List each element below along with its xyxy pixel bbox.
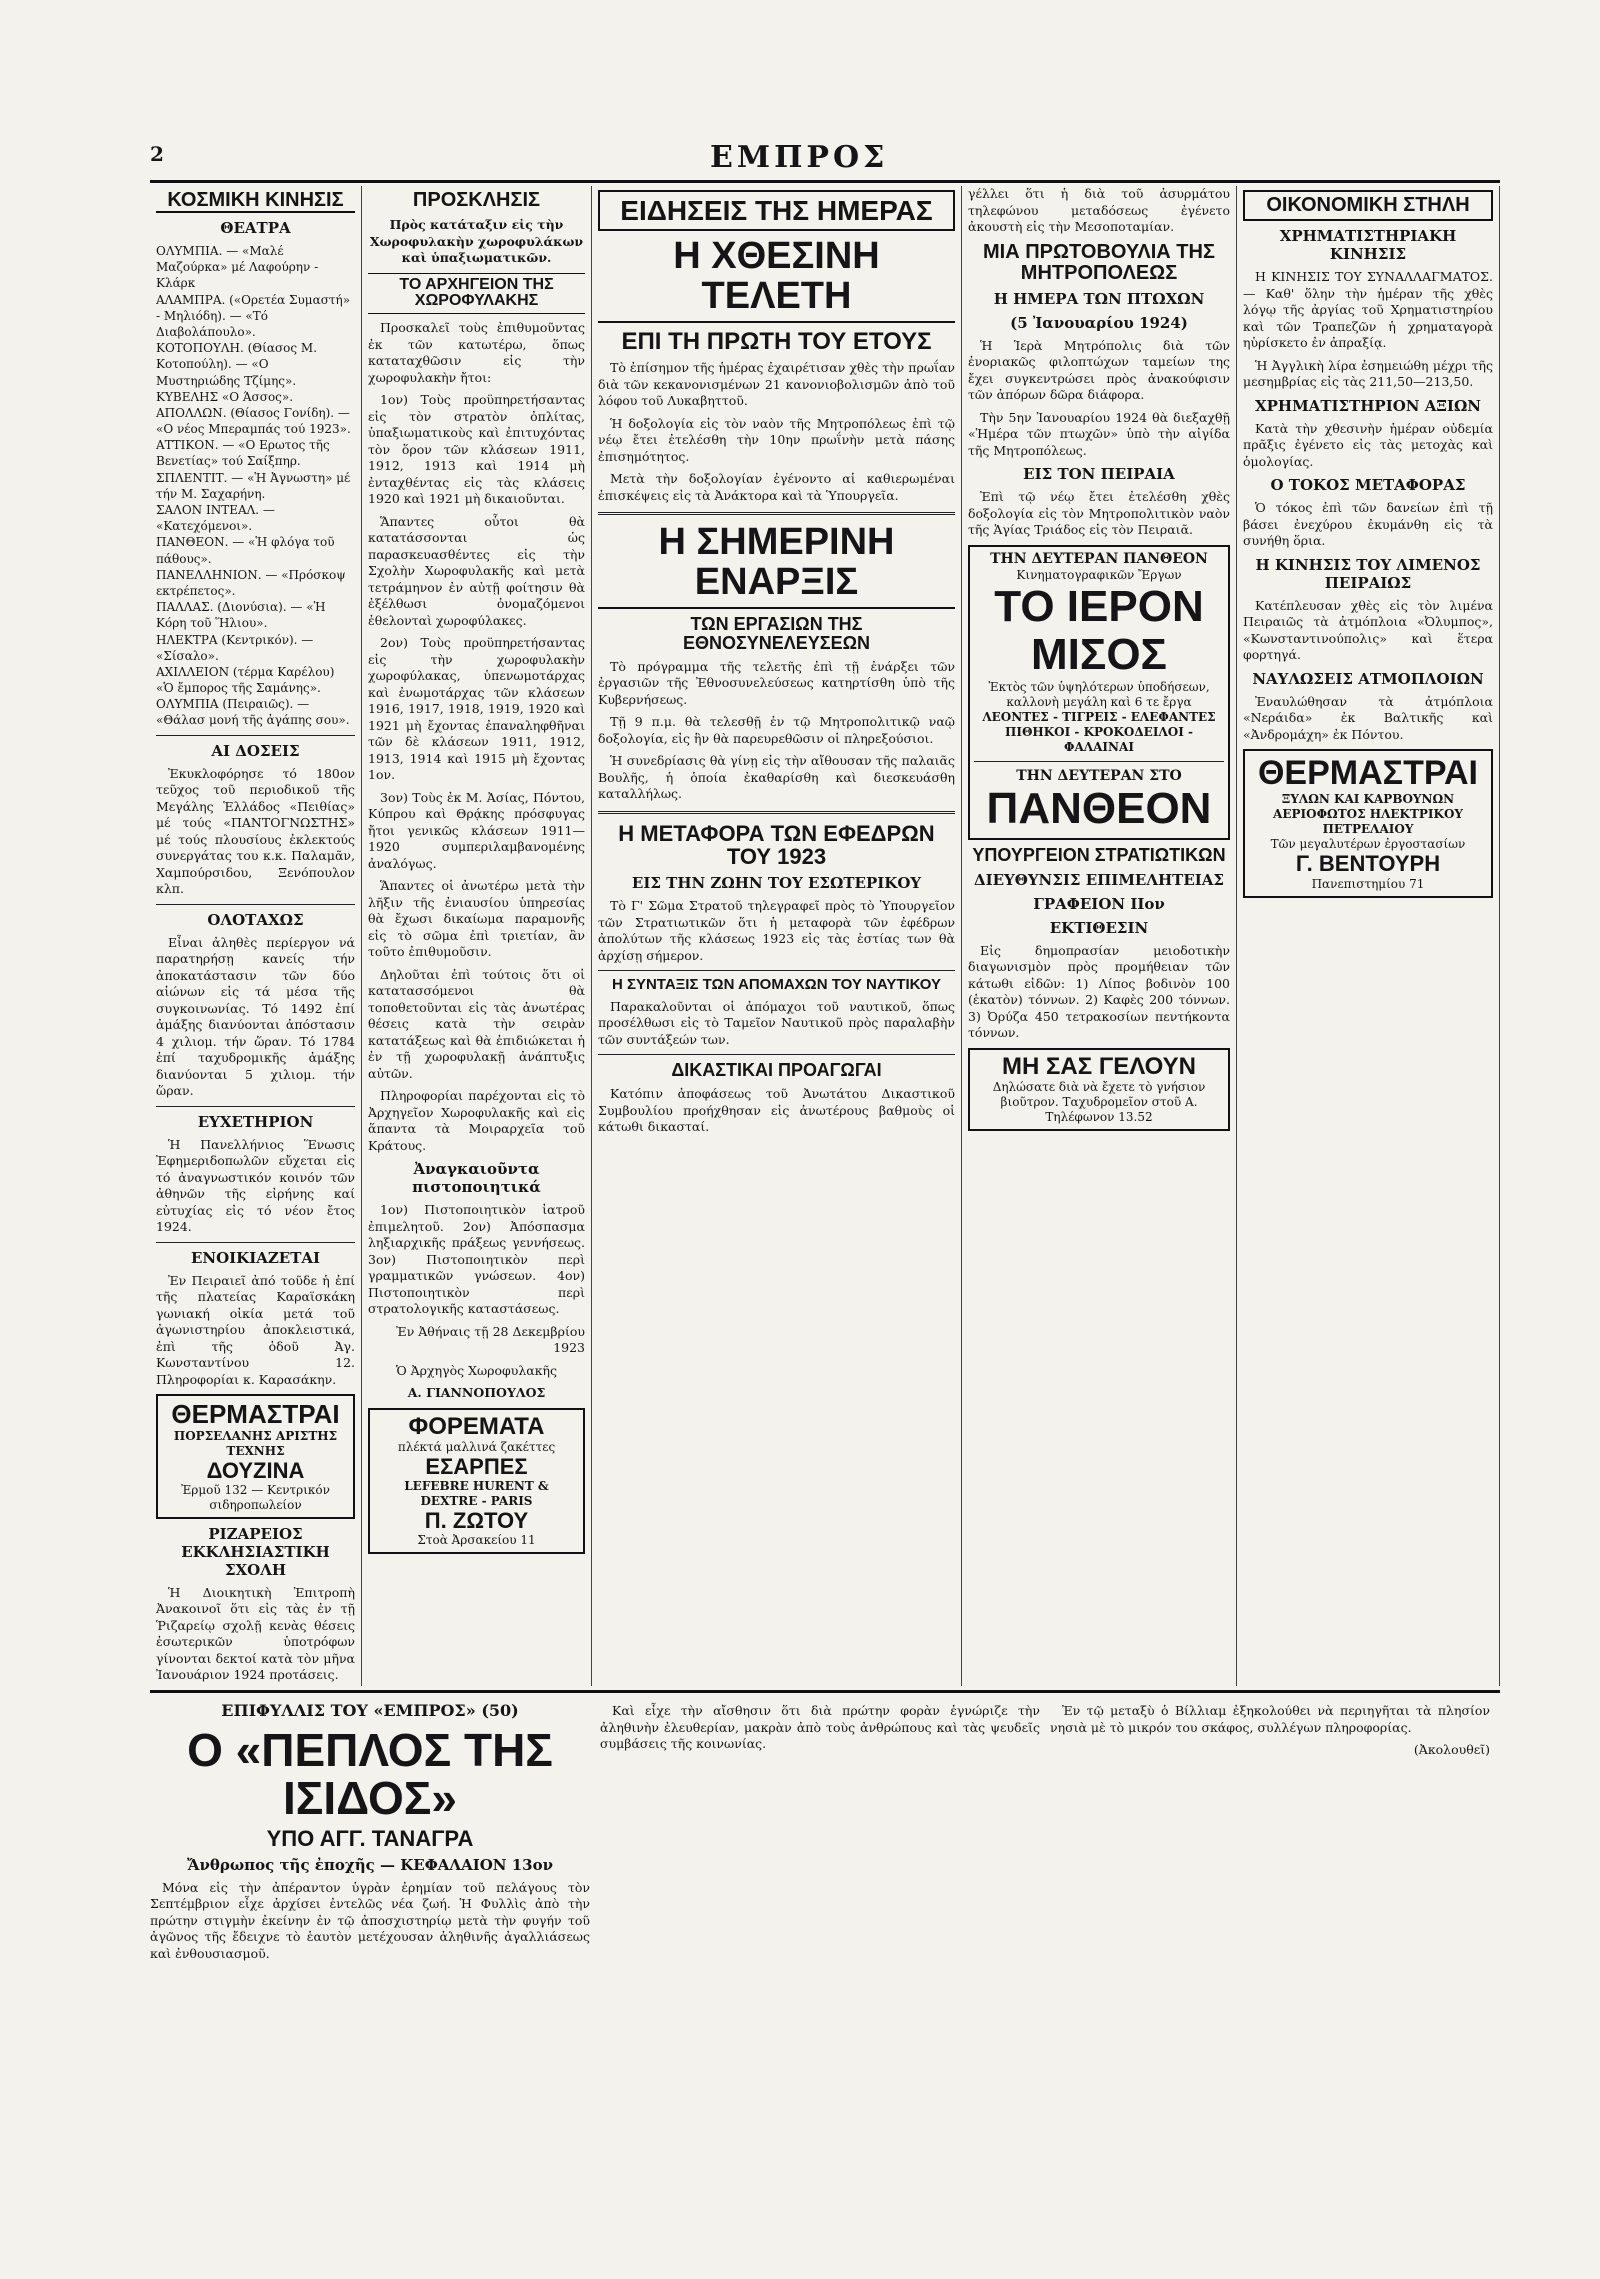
ad-description: Ἐκτὸς τῶν ὑψηλότερων ὑποδήσεων, καλλονὴ μεγάλη καὶ 6 τε ἔργα bbox=[988, 679, 1210, 709]
serial-author: ΥΠΟ ΑΓΓ. ΤΑΝΑΓΡΑ bbox=[266, 1825, 474, 1851]
list-item: ΑΧΙΛΛΕΙΟΝ (τέρμα Καρέλου) «Ὁ ἔμπορος τῆς Σαμάνης». bbox=[156, 664, 335, 696]
headline: Η ΜΕΤΑΦΟΡΑ ΤΩΝ ΕΦΕΔΡΩΝ ΤΟΥ 1923 bbox=[618, 820, 935, 870]
headline: ΥΠΟΥΡΓΕΙΟΝ ΣΤΡΑΤΙΩΤΙΚΩΝ bbox=[972, 844, 1226, 865]
article-text: Προσκαλεῖ τοὺς ἐπιθυμοῦντας ἐκ τῶν κατωτέρω, ὅπως καταταχθῶσιν εἰς τὴν χωροφυλακὴν ἤτοι: bbox=[368, 320, 585, 385]
ad-line: Τῶν μεγαλυτέρων ἐργοστασίων bbox=[1270, 837, 1466, 852]
headline-sub: ΕΚΤΙΘΕΣΙΝ bbox=[1049, 918, 1149, 937]
section-title: ΧΡΗΜΑΤΙΣΤΗΡΙΟΝ ΑΞΙΩΝ bbox=[1254, 396, 1482, 415]
article-text: γέλλει ὅτι ἡ διὰ τοῦ ἀσυρμάτου τηλεφώνου μεταδόσεως ἐγένετο ἀκουστὴ εἰς τὴν Μεσοποταμίαν. bbox=[968, 186, 1230, 234]
article-text: Παρακαλοῦνται οἱ ἀπόμαχοι τοῦ ναυτικοῦ, ὅπως προσέλθωσι εἰς τὸ Ταμεῖον Ναυτικοῦ πρὸς παραλαβὴν τῶν συντάξεών των. bbox=[598, 998, 955, 1047]
divider bbox=[974, 761, 1224, 762]
serial-continued: (Ἀκολουθεῖ) bbox=[1413, 1742, 1490, 1757]
article-text: Ἐναυλώθησαν τὰ ἀτμόπλοια «Νεράιδα» ἐκ Βαλτικῆς καὶ «Ἀνδρομάχη» ἐκ Πόντου. bbox=[1243, 693, 1493, 742]
headline: ΜΙΑ ΠΡΩΤΟΒΟΥΛΙΑ ΤΗΣ ΜΗΤΡΟΠΟΛΕΩΣ bbox=[983, 240, 1215, 284]
article-text: Τὸ Γ' Σῶμα Στρατοῦ τηλεγραφεῖ πρὸς τὸ Ὑπουργεῖον τῶν Στρατιωτικῶν ὅτι ἡ μεταφορὰ τῶν ἐφέδρων ἀπολύτων τῆς κλάσεως 1923 εἰς τὰς ἑστίας των θὰ ἀρχίσῃ σήμερον. bbox=[598, 898, 955, 963]
section-title: ΡΙΖΑΡΕΙΟΣ ΕΚΚΛΗΣΙΑΣΤΙΚΗ ΣΧΟΛΗ bbox=[181, 1524, 330, 1579]
serial-title: Ο «ΠΕΠΛΟΣ ΤΗΣ ΙΣΙΔΟΣ» bbox=[187, 1724, 553, 1825]
column-invitation bbox=[362, 186, 592, 1686]
ad-title: ΤΟ ΙΕΡΟΝ ΜΙΣΟΣ bbox=[994, 582, 1204, 680]
advertisement bbox=[1243, 749, 1493, 898]
section-heading: ΟΙΚΟΝΟΜΙΚΗ ΣΤΗΛΗ bbox=[1243, 190, 1493, 221]
list-item: ΟΛΥΜΠΙΑ (Πειραιῶς). — «Θάλασ μονή τῆς ἀγάπης σου». bbox=[156, 697, 350, 728]
ad-line: Κινηματογραφικῶν Ἔργων bbox=[1016, 568, 1182, 582]
headline-sub: ΓΡΑΦΕΙΟΝ ΙΙον bbox=[1033, 894, 1165, 913]
article-text: Ἡ Πανελλήνιος Ἕνωσις Ἐφημεριδοπωλῶν εὔχεται εἰς τό ἀναγνωστικόν κοινόν τῶν ἀθηνῶν τῆς εἰρήνης καί εὐτυχίας εἰς τό νέον ἔτος 1924. bbox=[156, 1136, 355, 1235]
article-text: Κατέπλευσαν χθὲς εἰς τὸν λιμένα Πειραιῶς τὰ ἀτμόπλοια «Ὀλυμπος», «Κωνσταντινούπολις» καὶ ἕτερα φορτηγά. bbox=[1243, 597, 1493, 662]
ad-brand: ΔΟΥΖΙΝΑ bbox=[206, 1457, 305, 1483]
divider bbox=[598, 512, 955, 515]
divider bbox=[156, 1106, 355, 1107]
serial-chapter: Ἄνθρωπος τῆς ἐποχῆς — ΚΕΦΑΛΑΙΟΝ 13ον bbox=[186, 1855, 554, 1874]
article-text: Η ΚΙΝΗΣΙΣ ΤΟΥ ΣΥΝΑΛΛΑΓΜΑΤΟΣ. — Καθ' ὅλην τὴν ἡμέραν τῆς χθὲς λόγῳ τῆς ἀργίας τοῦ Χρηματιστηρίου καὶ τῶν Τραπεζῶν ἡ χρηματαγορὰ ηὑρίσκετο ἐν ἀπραξίᾳ. bbox=[1243, 269, 1493, 350]
article-text: Ἅπαντες οὗτοι θὰ κατατάσσονται ὡς παρασκευασθέντες εἰς τὴν Σχολὴν Χωροφυλακῆς καὶ μετὰ τετράμηνον ἐν αὐτῇ φοίτησιν θὰ ἐξέλθωσι ὀνομαζόμενοι ἐθελονταὶ χωροφύλακες. bbox=[368, 513, 585, 628]
divider bbox=[598, 1054, 955, 1055]
list-item: ΚΟΤΟΠΟΥΛΗ. (Θίασος Μ. Κοτοπούλη). — «Ο Μυστηριώδης Τζίμης». bbox=[156, 341, 318, 388]
article-text: Ἡ συνεδρίασις θὰ γίνῃ εἰς τὴν αἴθουσαν τῆς παλαιᾶς Βουλῆς, ἡ ὁποία ἐκαθαρίσθη καὶ διεσκευάσθη καταλλήλως. bbox=[598, 753, 955, 802]
theatres-title: ΘΕΑΤΡΑ bbox=[220, 219, 291, 237]
divider bbox=[598, 970, 955, 971]
headline: Η ΣΥΝΤΑΞΙΣ ΤΩΝ ΑΠΟΜΑΧΩΝ ΤΟΥ ΝΑΥΤΙΚΟΥ bbox=[611, 976, 942, 994]
article-text: Ἡ Ἀγγλικὴ λίρα ἐσημειώθη μέχρι τῆς μεσημβρίας εἰς τὰς 211,50—213,50. bbox=[1243, 357, 1493, 389]
advertisement bbox=[156, 1394, 355, 1519]
list-item: ΑΤΤΙΚΟΝ. — «Ο Ερωτος τῆς Βενετίας» τού Σαίξπηρ. bbox=[156, 438, 330, 469]
article-text: Δηλοῦται ἐπὶ τούτοις ὅτι οἱ κατατασσόμενοι θὰ τοποθετοῦνται εἰς τὰς ἀνωτέρας θέσεις κατὰ τὴν σειρὰν κατατάξεως καὶ θὰ ἐπιδιώκεται ἡ ἐν τῇ χωροφυλακῇ ἀνάπτυξις αὐτῶν. bbox=[368, 966, 585, 1081]
article-text: Ἡ Ἱερὰ Μητρόπολις διὰ τῶν ἐνοριακῶς φιλοπτώχων ταμείων της ἔχει συγκεντρώσει πρὸς ἀνακούφισιν τῶν ἀπόρων δῶρα διάφορα. bbox=[968, 337, 1230, 402]
column-news bbox=[592, 186, 962, 1686]
article-text: Εἰς δημοπρασίαν μειοδοτικὴν διαγωνισμὸν πρὸς προμήθειαν τῶν κάτωθι εἰδῶν: 1) Λίπος βοδινὸν 100 (ἑκατὸν) τόννων. 2) Καφὲς 200 τόννων. 3) Ὀρύζα 450 τετρακοσίων πεντήκοντα τόννων. bbox=[968, 942, 1230, 1041]
headline-sub: ΤΩΝ ΕΡΓΑΣΙΩΝ ΤΗΣ ΕΘΝΟΣΥΝΕΛΕΥΣΕΩΝ bbox=[682, 614, 871, 654]
article-text: Μετὰ τὴν δοξολογίαν ἐγένοντο αἱ καθιερωμέναι ἐπισκέψεις εἰς τὰ Ἀνάκτορα καὶ τὰ Ὑπουργεῖα. bbox=[598, 471, 955, 503]
article-text: Ἅπαντες οἱ ἀνωτέρω μετὰ τὴν λῆξιν τῆς ἐνιαυσίου ὑπηρεσίας θὰ ἔχωσι δικαίωμα παραμονῆς εἰς τὸ σῶμα ἐπὶ τριετίαν, ἂν τοῦτο ἐπιθυμοῦσιν. bbox=[368, 878, 585, 960]
ad-name: Γ. ΒΕΝΤΟΥΡΗ bbox=[1295, 851, 1441, 877]
ad-bottom-title: ΠΑΝΘΕΟΝ bbox=[986, 784, 1212, 834]
column-economic bbox=[1237, 186, 1500, 1686]
list-item: ΠΑΛΛΑΣ. (Διονύσια). — «Ἡ Κόρη τοῦ Ἥλιου». bbox=[156, 600, 326, 631]
list-item: ΚΥΒΕΛΗΣ «Ο Άσσος». bbox=[156, 389, 294, 404]
serial-text: Μόνα εἰς τὴν ἀπέραντον ὑγρὰν ἐρημίαν τοῦ πελάγους τὸν Σεπτέμβριον εἶχε ἀρχίσει ἐντελῶς νέα ζωή. Ἡ Φυλλὶς ἀπὸ τὴν πρώτην στιγμὴν ἐκείνην ἐν τῷ ἀποσχιστηρίῳ μετὰ τὴν φυγήν τοῦ ἀγῶνος τῆς ἔδειχνε τὸ ἑαυτὸν μετέχουσαν ἀληθινῆς ἀγαλλιάσεως καὶ ἐνθουσιασμοῦ. bbox=[150, 1879, 590, 1961]
serial-section bbox=[150, 1690, 1500, 2253]
section-title: ΕΙΣ ΤΟΝ ΠΕΙΡΑΙΑ bbox=[1023, 465, 1175, 483]
article-text: Ἡ δοξολογία εἰς τὸν ναὸν τῆς Μητροπόλεως ἐπὶ τῷ νέῳ ἔτει ἐτελέσθη τὴν 10ην πρωΐνὴν μετὰ πάσης ἐπισημότητος. bbox=[598, 415, 955, 464]
serial-column bbox=[1050, 1703, 1490, 1765]
list-item: ΟΛΥΜΠΙΑ. — «Μαλέ Μαζούρκα» μέ Λαφούρην - Κλάρκ bbox=[156, 244, 319, 291]
ad-name: Π. ΖΩΤΟΥ bbox=[424, 1508, 529, 1534]
ad-title: ΦΟΡΕΜΑΤΑ bbox=[408, 1412, 545, 1440]
divider bbox=[156, 735, 355, 736]
list-item: ΣΑΛΟΝ ΙΝΤΕΑΛ. — «Κατεχόμενοι». bbox=[156, 503, 275, 534]
serial-text: Ἐν τῷ μεταξὺ ὁ Βίλλιαμ ἐξηκολούθει νὰ περιηγῆται τὰ πλησίον νησιὰ μὲ τὸ μικρόν του σκάφος, συλλέγων πληροφορίας. bbox=[1050, 1703, 1490, 1735]
list-item: ΠΑΝΘΕΟΝ. — «Ἡ φλόγα τοῦ πάθους». bbox=[156, 535, 335, 566]
list-item: ΑΛΑΜΠΡΑ. («Ορετέα Συμαστή» - Μηλιόδη). — «Τό Διαβολάπουλο». bbox=[156, 292, 351, 339]
section-title: Η ΚΙΝΗΣΙΣ ΤΟΥ ΛΙΜΕΝΟΣ ΠΕΙΡΑΙΩΣ bbox=[1255, 555, 1481, 592]
section-heading: ΚΟΣΜΙΚΗ ΚΙΝΗΣΙΣ bbox=[156, 190, 355, 213]
list-item: ΑΠΟΛΛΩΝ. (Θίασος Γονίδη). — «Ο νέος Μπεραμπάς τού 1923». bbox=[156, 405, 351, 437]
masthead bbox=[150, 140, 1500, 183]
section-heading: ΠΡΟΣΚΛΗΣΙΣ bbox=[412, 189, 541, 211]
section-title: ΝΑΥΛΩΣΕΙΣ ΑΤΜΟΠΛΟΙΩΝ bbox=[1252, 669, 1484, 688]
article-text: Ἡ Διοικητικὴ Ἐπιτροπὴ Ἀνακοινοῖ ὅτι εἰς τὰς ἐν τῇ Ῥιζαρείῳ σχολῇ κενὰς θέσεις ἐσωτερικῶν ὑποτρόφων γίνονται δεκτοί κατὰ τὸν μῆνα Ἰανουάριον 1924 προτάσεις. bbox=[156, 1584, 355, 1683]
signature-place: Ἐν Ἀθήναις τῇ 28 Δεκεμβρίου 1923 bbox=[396, 1323, 585, 1356]
headline-date: (5 Ἰανουαρίου 1924) bbox=[1010, 313, 1188, 332]
headline-sub: ΔΙΕΥΘΥΝΣΙΣ ΕΠΙΜΕΛΗΤΕΙΑΣ bbox=[973, 870, 1225, 889]
serial-label: ΕΠΙΦΥΛΛΙΣ ΤΟΥ «ΕΜΠΡΟΣ» (50) bbox=[221, 1701, 519, 1720]
article-text: Πληροφορίαι παρέχονται εἰς τὸ Ἀρχηγεῖον Χωροφυλακῆς καὶ εἰς ἅπαντα τὰ Μοιραρχεῖα τοῦ Κράτους. bbox=[368, 1088, 585, 1153]
advertisement bbox=[968, 1048, 1230, 1131]
signature-title: Ὁ Ἀρχηγὸς Χωροφυλακῆς bbox=[395, 1362, 558, 1378]
ad-brand: ΕΣΑΡΠΕΣ bbox=[425, 1453, 528, 1479]
list-item: ΗΛΕΚΤΡΑ (Κεντρικόν). — «Σίσαλο». bbox=[156, 632, 314, 663]
ad-line: LEFEBRE HURENT & DEXTRE - PARIS bbox=[404, 1479, 549, 1509]
divider bbox=[156, 1242, 355, 1243]
article-text: Τὸ ἐπίσημον τῆς ἡμέρας ἐχαιρέτισαν χθὲς τὴν πρωΐαν διὰ τῶν κεκανονισμένων 21 κανονιοβολισμῶν ἀπὸ τοῦ λόφου τοῦ Λυκαβηττοῦ. bbox=[598, 360, 955, 409]
list-item: ΠΑΝΕΛΛΗΝΙΟΝ. — «Πρόσκοψ εκτρέπετος». bbox=[156, 567, 346, 598]
headline: ΔΙΚΑΣΤΙΚΑΙ ΠΡΟΑΓΩΓΑΙ bbox=[671, 1060, 882, 1081]
ad-title: ΘΕΡΜΑΣΤΡΑΙ bbox=[171, 1399, 340, 1430]
article-text: Ἐκυκλοφόρησε τό 180ον τεῦχος τοῦ περιοδικοῦ τῆς Μεγάλης Ἑλλάδος «Πειθίας» μέ τούς «ΠΑΝΤΟΓΝΩΣΤΗΣ» μέ τούς πλουσίους ἐκλεκτούς συνεργάτας του κ.κ. Παλαμᾶν, Χαμπούρσιδου, Ξενόπουλον κλπ. bbox=[156, 765, 355, 897]
signature-name: Α. ΓΙΑΝΝΟΠΟΥΛΟΣ bbox=[407, 1385, 546, 1401]
section-title: Ἀναγκαιοῦντα πιστοποιητικά bbox=[412, 1160, 541, 1197]
article-text: Ἐπὶ τῷ νέῳ ἔτει ἐτελέσθη χθὲς δοξολογία εἰς τὸν Μητροπολιτικὸν ναὸν τῆς Ἁγίας Τριάδος εἰς τὸν Πειραιᾶ. bbox=[968, 489, 1230, 537]
serial-text: Καὶ εἶχε τὴν αἴσθησιν ὅτι διὰ πρώτην φορὰν ἐγνώριζε τὴν ἀληθινὴν ἐλευθερίαν, μακρὰν ἀπὸ τοὺς ἀνθρώπους καὶ τὰς ψευδεῖς συμβάσεις τῆς κοινωνίας. bbox=[600, 1703, 1040, 1751]
headline: Η ΧΘΕΣΙΝΗ ΤΕΛΕΤΗ bbox=[598, 237, 955, 323]
theatre-list bbox=[156, 243, 355, 729]
column-news-2 bbox=[962, 186, 1237, 1686]
section-title: Ο ΤΟΚΟΣ ΜΕΤΑΦΟΡΑΣ bbox=[1270, 476, 1466, 494]
article-text: Ἐν Πειραιεῖ ἀπό τοῦδε ἡ ἐπί τῆς πλατείας Καραϊσκάκη γωνιακή οἰκία μετά τοῦ ἀγωνιστηρίου ἀποκλειστικά, ἐπὶ τῆς ὁδοῦ Ἀγ. Κωνσταντίνου 12. Πληροφορίαι κ. Καρασάκην. bbox=[156, 1272, 355, 1387]
ad-address: Ἐρμοῦ 132 — Κεντρικόν σιδηροπωλείον bbox=[181, 1482, 330, 1512]
section-title: ΑΙ ΔΟΣΕΙΣ bbox=[211, 741, 300, 760]
serial-header bbox=[150, 1699, 590, 1968]
section-title: ΕΝΟΙΚΙΑΖΕΤΑΙ bbox=[190, 1248, 321, 1267]
divider bbox=[598, 811, 955, 814]
divider bbox=[156, 904, 355, 905]
serial-column bbox=[600, 1703, 1040, 1759]
headline: Η ΣΗΜΕΡΙΝΗ ΕΝΑΡΞΙΣ bbox=[598, 523, 955, 609]
article-text: 1ον) Τοὺς προϋπηρετήσαντας εἰς τὸν στρατὸν ὀπλίτας, ὑπαξιωματικοὺς καὶ ἐπιτυχόντας τὸν ὅρον τῶν κλάσεων 1911, 1912, 1913 καὶ 1914 μὴ ἐνταχθέντας εἰς τὰς κλάσεις 1920 καὶ 1921 μὴ δικαιοῦνται. bbox=[368, 392, 585, 507]
ad-list: ΛΕΟΝΤΕΣ - ΤΙΓΡΕΙΣ - ΕΛΕΦΑΝΤΕΣ ΠΙΘΗΚΟΙ - ΚΡΟΚΟΔΕΙΛΟΙ - ΦΑΛΑΙΝΑΙ bbox=[982, 709, 1216, 754]
office-title: ΤΟ ΑΡΧΗΓΕΙΟΝ ΤΗΣ ΧΩΡΟΦΥΛΑΚΗΣ bbox=[368, 273, 585, 315]
article-text: Τῇ 9 π.μ. θὰ τελεσθῇ ἐν τῷ Μητροπολιτικῷ ναῷ δοξολογία, εἰς ἣν θὰ παρευρεθῶσιν οἱ πληρεξούσιοι. bbox=[598, 714, 955, 746]
subheading: Πρὸς κατάταξιν εἰς τὴν Χωροφυλακὴν χωροφυλάκων καὶ ὑπαξιωματικῶν. bbox=[369, 217, 584, 265]
ad-top: ΤΗΝ ΔΕΥΤΕΡΑΝ ΠΑΝΘΕΟΝ bbox=[990, 550, 1208, 567]
page-number: 2 bbox=[150, 142, 164, 166]
ad-address: Πανεπιστημίου 71 bbox=[1311, 876, 1425, 891]
ad-subtitle: πλέκτά μαλλινά ζακέττες bbox=[397, 1439, 556, 1454]
column-society bbox=[150, 186, 362, 1686]
ad-title: ΜΗ ΣΑΣ ΓΕΛΟΥΝ bbox=[1002, 1052, 1196, 1080]
advertisement bbox=[368, 1408, 585, 1555]
article-text: 3ον) Τοὺς ἐκ Μ. Ἀσίας, Πόντου, Κύπρου καὶ Θρᾴκης πρόσφυγας ἤτοι γενικῶς κλάσεων 1911—1920 συμπεριλαμβανομένης ἀναλόγως. bbox=[368, 789, 585, 871]
section-heading: ΕΙΔΗΣΕΙΣ ΤΗΣ ΗΜΕΡΑΣ bbox=[598, 190, 955, 231]
ad-subtitle: ΞΥΛΩΝ ΚΑΙ ΚΑΡΒΟΥΝΩΝ ΑΕΡΙΟΦΩΤΟΣ ΗΛΕΚΤΡΙΚΟΥ ΠΕΤΡΕΛΑΙΟΥ bbox=[1273, 792, 1463, 837]
headline-sub: Η ΗΜΕΡΑ ΤΩΝ ΠΤΩΧΩΝ bbox=[993, 289, 1205, 308]
list-item: ΣΠΛΕΝΤΙΤ. — «Ἡ Ἀγνωστη» μέ τήν Μ. Σαχαρήνη. bbox=[156, 470, 351, 501]
headline-sub: ΕΙΣ ΤΗΝ ΖΩΗΝ ΤΟΥ ΕΣΩΤΕΡΙΚΟΥ bbox=[631, 874, 922, 893]
ad-subtitle: ΠΟΡΣΕΛΑΝΗΣ ΑΡΙΣΤΗΣ ΤΕΧΝΗΣ bbox=[173, 1428, 338, 1458]
ad-address: Στοὰ Ἀρσακείου 11 bbox=[417, 1533, 536, 1548]
article-text: Εἶναι ἀληθὲς περίεργον νά παρατηρήσῃ κανείς τήν ἀποκατάστασιν τῶν δύο αἰώνων εἰς τά μέσα τῆς συγκοινωνίας. Τό 1492 ἐπί ἀμάξης διανύονται ἀπόστασιν 4 χιλιομ. τήν ὥραν. Τό 1784 ἐπί ταχυδρομικῆς ἀμάξης διανύονται 5 χιλιομ. τήν ὥραν. bbox=[156, 934, 355, 1099]
article-text: Τὸ πρόγραμμα τῆς τελετῆς ἐπὶ τῇ ἐνάρξει τῶν ἐργασιῶν τῆς Ἐθνοσυνελεύσεως κατηρτίσθη ὑπὸ τῆς Κυβερνήσεως. bbox=[598, 658, 955, 707]
article-text: 1ον) Πιστοποιητικὸν ἰατροῦ ἐπιμελητοῦ. 2ον) Ἀπόσπασμα ληξιαρχικῆς πράξεως γεννήσεως. 3ον) Πιστοποιητικὸν περὶ γραμματικῶν γνώσεων. 4ον) Πιστοποιητικὸν περὶ στρατολογικῆς καταστάσεως. bbox=[368, 1202, 585, 1317]
headline-sub: ΕΠΙ ΤΗ ΠΡΩΤΗ ΤΟΥ ΕΤΟΥΣ bbox=[621, 328, 932, 356]
advertisement-cinema bbox=[968, 545, 1230, 840]
article-text: Ὁ τόκος ἐπὶ τῶν δανείων ἐπὶ τῇ βάσει ἐνεχύρου ἐκυμάνθη εἰς τὰ συνήθη ὅρια. bbox=[1243, 500, 1493, 548]
section-title: ΕΥΧΕΤΗΡΙΟΝ bbox=[197, 1112, 314, 1131]
article-text: 2ον) Τοὺς προϋπηρετήσαντας εἰς τὴν χωροφυλακὴν χωροφύλακας, ὑπενωμοτάρχας καὶ ἐνωμοτάρχας τῶν κλάσεων 1916, 1917, 1918, 1919, 1920 καὶ 1921 μὴ ἔχοντας ἐπαναληφθῆναι τῶν δὲ κλάσεων 1911, 1912, 1913, 1914 καὶ 1915 μὴ ἔχοντας 1ον. bbox=[368, 635, 585, 783]
newspaper-title: ΕΜΠΡΟΣ bbox=[710, 140, 889, 175]
section-title: ΧΡΗΜΑΤΙΣΤΗΡΙΑΚΗ ΚΙΝΗΣΙΣ bbox=[1279, 227, 1457, 263]
article-text: Κατὰ τὴν χθεσινὴν ἡμέραν οὐδεμία πρᾶξις ἐγένετο εἰς τὰς μετοχὰς καὶ ὁμολογίας. bbox=[1243, 420, 1493, 469]
ad-title: ΘΕΡΜΑΣΤΡΑΙ bbox=[1257, 754, 1478, 792]
ad-text: Δηλώσατε διὰ νὰ ἔχετε τὸ γνήσιον βιοῦτρον. Ταχυδρομεῖον στοῦ Α. Τηλέφωνον 13.52 bbox=[992, 1079, 1206, 1124]
ad-bottom: ΤΗΝ ΔΕΥΤΕΡΑΝ ΣΤΟ bbox=[1016, 767, 1182, 784]
section-title: ΟΛΟΤΑΧΩΣ bbox=[207, 910, 304, 929]
article-text: Τὴν 5ην Ἰανουαρίου 1924 θὰ διεξαχθῇ «Ἡμέρα τῶν πτωχῶν» ὑπὸ τὴν αἰγίδα τῆς Μητροπόλεως. bbox=[968, 409, 1230, 458]
newspaper-page bbox=[150, 140, 1500, 2250]
article-text: Κατόπιν ἀποφάσεως τοῦ Ἀνωτάτου Δικαστικοῦ Συμβουλίου προήχθησαν εἰς ἀνωτέρους βαθμοὺς οἱ κάτωθι δικασταί. bbox=[598, 1086, 955, 1135]
